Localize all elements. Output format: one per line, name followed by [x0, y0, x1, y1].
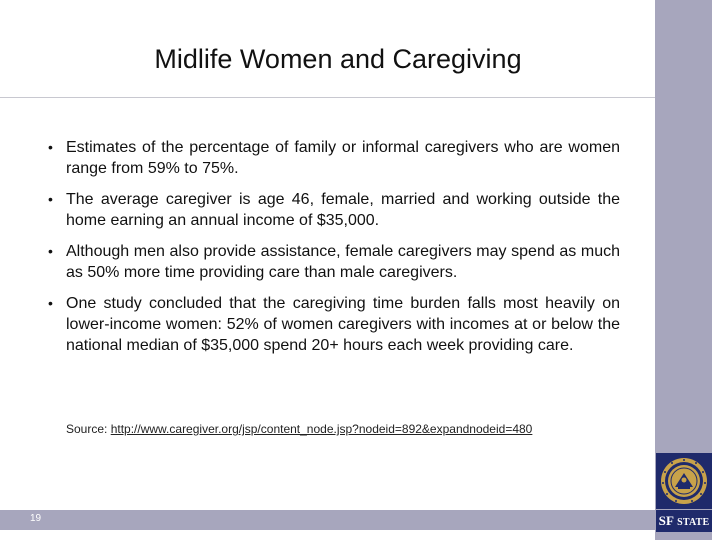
bullet-item [42, 293, 620, 356]
slide-title: Midlife Women and Caregiving [154, 44, 522, 74]
source-citation [66, 422, 532, 436]
bullet-item [42, 189, 620, 231]
source-label: Source: [66, 422, 108, 436]
bullet-item [42, 137, 620, 179]
bullet-marker: • [48, 191, 53, 207]
bullet-text: Although men also provide assistance, female caregivers may spend as much as 50% more time providing care than male caregivers. [66, 243, 620, 281]
page-number: 19 [30, 513, 42, 524]
bullet-text: The average caregiver is age 46, female, married and working outside the home earning an annual income of $35,000. [66, 191, 620, 229]
bullet-item [42, 241, 620, 283]
logo-sf: SF [658, 513, 674, 528]
right-edge-strip [712, 0, 720, 540]
title-divider [0, 97, 655, 98]
bullet-list [42, 137, 620, 366]
logo-state: STATE [677, 517, 710, 528]
footer-bar [0, 510, 712, 530]
source-link[interactable]: http://www.caregiver.org/jsp/content_node.jsp?nodeid=892&expandnodeid=480 [110, 422, 533, 436]
sf-state-logo [656, 510, 712, 532]
bullet-text: Estimates of the percentage of family or informal caregivers who are women range from 59% to 75%. [66, 139, 620, 177]
bullet-marker: • [48, 139, 53, 155]
seal-graphic [656, 453, 712, 509]
university-seal-icon [656, 453, 712, 509]
bullet-text: One study concluded that the caregiving time burden falls most heavily on lower-income women: 52% of women caregivers with incomes at or below the national median of $35,000 spend 20+ hours each week providing care. [66, 295, 620, 354]
bullet-marker: • [48, 295, 53, 311]
bullet-marker: • [48, 243, 53, 259]
